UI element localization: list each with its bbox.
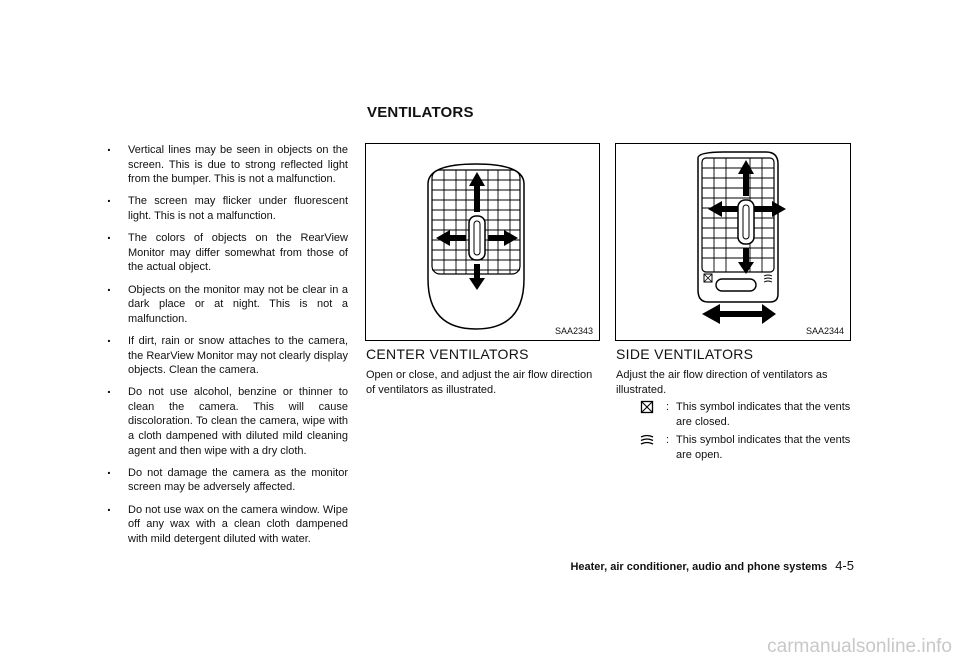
section-heading: VENTILATORS xyxy=(367,104,474,121)
center-ventilator-figure xyxy=(365,143,600,341)
vent-closed-icon xyxy=(640,400,654,414)
list-item: . Do not use alcohol, benzine or thinner to clean the camera. This will cause discoloration. To clean the camera, wipe with a cloth dampened with diluted mild cleaning agent and then wipe with a dry cloth. xyxy=(104,385,348,458)
camera-notes-column xyxy=(104,143,348,554)
legend-colon: : xyxy=(666,401,670,413)
list-item: . Vertical lines may be seen in objects on the screen. This is due to strong reflected light from the bumper. This is not a malfunction. xyxy=(104,143,348,187)
side-ventilator-figure xyxy=(615,143,851,341)
side-ventilators-text: Adjust the air flow direction of ventilators as illustrated. xyxy=(616,369,828,396)
figure-code: SAA2343 xyxy=(554,326,593,336)
center-ventilator-illustration xyxy=(366,144,599,340)
list-item: . Do not damage the camera as the monitor screen may be adversely affected. xyxy=(104,466,348,495)
watermark: carmanualsonline.info xyxy=(767,636,952,657)
center-ventilators-heading: CENTER VENTILATORS xyxy=(366,346,529,362)
camera-notes-list xyxy=(104,143,348,546)
list-item: . Objects on the monitor may not be clear in a dark place or at night. This is not a malfunction. xyxy=(104,283,348,327)
list-item: . The colors of objects on the RearView Monitor may differ somewhat from those of the actual object. xyxy=(104,231,348,275)
page-number: 4-5 xyxy=(835,558,854,573)
legend-colon: : xyxy=(666,434,670,446)
vent-open-legend xyxy=(640,433,855,462)
list-item: . Do not use wax on the camera window. Wipe off any wax with a clean cloth dampened with mild detergent diluted with water. xyxy=(104,503,348,547)
list-item: . If dirt, rain or snow attaches to the camera, the RearView Monitor may not clearly display objects. Clean the camera. xyxy=(104,334,348,378)
list-item: . The screen may flicker under fluorescent light. This is not a malfunction. xyxy=(104,194,348,223)
side-ventilators-heading: SIDE VENTILATORS xyxy=(616,346,754,362)
page-footer xyxy=(570,558,854,573)
legend-text: This symbol indicates that the vents are open. xyxy=(676,434,851,461)
vent-open-icon xyxy=(640,433,654,447)
vent-closed-legend xyxy=(640,400,855,429)
figure-code: SAA2344 xyxy=(805,326,844,336)
footer-title: Heater, air conditioner, audio and phone systems xyxy=(570,561,828,573)
center-ventilators-text: Open or close, and adjust the air flow direction of ventilators as illustrated. xyxy=(366,369,593,396)
side-ventilator-illustration xyxy=(616,144,850,340)
legend-text: This symbol indicates that the vents are closed. xyxy=(676,401,851,428)
